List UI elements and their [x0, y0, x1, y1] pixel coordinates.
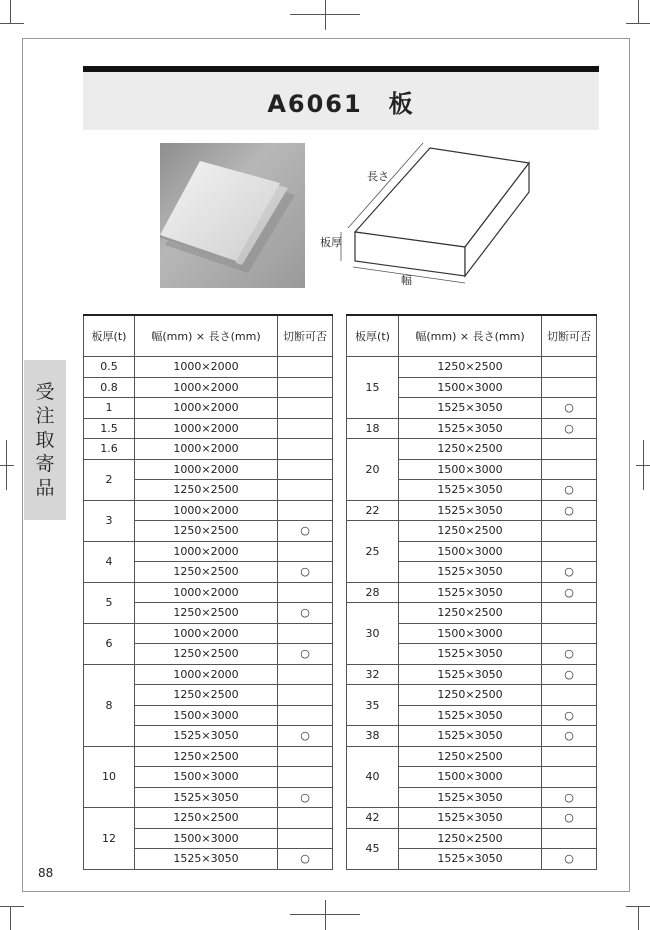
- cut-cell: [278, 439, 333, 460]
- cut-cell: [278, 746, 333, 767]
- cut-cell: ○: [542, 562, 597, 583]
- size-cell: 1250×2500: [399, 521, 542, 542]
- header-cut: 切断可否: [278, 315, 333, 357]
- table-row: [347, 582, 597, 603]
- table-row: [84, 398, 333, 419]
- thickness-cell: 3: [84, 500, 135, 541]
- cut-cell: [278, 418, 333, 439]
- cut-cell: [542, 603, 597, 624]
- size-cell: 1250×2500: [399, 746, 542, 767]
- cut-cell: ○: [542, 664, 597, 685]
- table-row: [347, 521, 597, 542]
- cut-cell: [278, 541, 333, 562]
- cut-cell: ○: [542, 787, 597, 808]
- cut-cell: [542, 439, 597, 460]
- cut-cell: [278, 828, 333, 849]
- cut-cell: [278, 808, 333, 829]
- crop-mark: [10, 906, 11, 930]
- thickness-cell: 4: [84, 541, 135, 582]
- size-cell: 1000×2000: [135, 664, 278, 685]
- cut-cell: ○: [542, 500, 597, 521]
- size-cell: 1000×2000: [135, 500, 278, 521]
- table-row: [347, 357, 597, 378]
- thickness-cell: 0.5: [84, 357, 135, 378]
- cut-cell: [278, 480, 333, 501]
- cut-cell: [542, 828, 597, 849]
- thickness-cell: 15: [347, 357, 399, 419]
- thickness-cell: 40: [347, 746, 399, 808]
- cut-cell: ○: [542, 398, 597, 419]
- cut-cell: [278, 582, 333, 603]
- size-cell: 1500×3000: [399, 377, 542, 398]
- size-cell: 1500×3000: [399, 459, 542, 480]
- table-row: [84, 582, 333, 603]
- cut-cell: ○: [278, 787, 333, 808]
- spec-table-right: [346, 314, 597, 870]
- aluminum-plate-image: [160, 143, 305, 288]
- thickness-cell: 1.5: [84, 418, 135, 439]
- cut-cell: [542, 685, 597, 706]
- size-cell: 1250×2500: [135, 746, 278, 767]
- crop-mark: [626, 906, 650, 907]
- crop-mark: [638, 0, 639, 24]
- cut-cell: [278, 664, 333, 685]
- thickness-cell: 30: [347, 603, 399, 665]
- table-row: [84, 500, 333, 521]
- thickness-cell: 22: [347, 500, 399, 521]
- table-row: [84, 746, 333, 767]
- thickness-cell: 25: [347, 521, 399, 583]
- cut-cell: ○: [542, 582, 597, 603]
- size-cell: 1000×2000: [135, 439, 278, 460]
- size-cell: 1000×2000: [135, 418, 278, 439]
- size-cell: 1250×2500: [135, 603, 278, 624]
- crop-mark: [0, 23, 24, 24]
- size-cell: 1250×2500: [399, 828, 542, 849]
- cut-cell: [542, 767, 597, 788]
- table-row: [347, 746, 597, 767]
- table-header-row: [84, 315, 333, 357]
- size-cell: 1500×3000: [399, 541, 542, 562]
- crop-mark: [6, 440, 7, 490]
- table-row: [347, 418, 597, 439]
- thickness-cell: 35: [347, 685, 399, 726]
- table-row: [347, 685, 597, 706]
- crop-mark: [0, 465, 14, 466]
- crop-mark: [325, 900, 326, 930]
- size-cell: 1500×3000: [135, 828, 278, 849]
- cut-cell: ○: [278, 521, 333, 542]
- page-number: 88: [38, 866, 54, 880]
- thickness-cell: 2: [84, 459, 135, 500]
- table-row: [84, 664, 333, 685]
- crop-mark: [626, 23, 650, 24]
- thickness-cell: 28: [347, 582, 399, 603]
- cut-cell: ○: [278, 644, 333, 665]
- size-cell: 1250×2500: [135, 644, 278, 665]
- cut-cell: ○: [542, 418, 597, 439]
- size-cell: 1525×3050: [399, 644, 542, 665]
- size-cell: 1500×3000: [135, 767, 278, 788]
- size-cell: 1525×3050: [399, 418, 542, 439]
- table-row: [84, 418, 333, 439]
- size-cell: 1000×2000: [135, 377, 278, 398]
- cut-cell: [278, 767, 333, 788]
- cut-cell: [278, 623, 333, 644]
- thickness-cell: 1: [84, 398, 135, 419]
- diagram-length-label: 長さ: [367, 170, 389, 183]
- header-size: 幅(mm) × 長さ(mm): [399, 315, 542, 357]
- crop-mark: [0, 906, 24, 907]
- product-photo: [160, 143, 305, 288]
- table-row: [347, 500, 597, 521]
- side-tab: [24, 360, 66, 520]
- size-cell: 1525×3050: [399, 726, 542, 747]
- size-cell: 1525×3050: [135, 726, 278, 747]
- thickness-cell: 6: [84, 623, 135, 664]
- table-header-row: [347, 315, 597, 357]
- size-cell: 1000×2000: [135, 459, 278, 480]
- size-cell: 1500×3000: [135, 705, 278, 726]
- thickness-cell: 0.8: [84, 377, 135, 398]
- size-cell: 1250×2500: [135, 480, 278, 501]
- table-row: [84, 439, 333, 460]
- side-tab-char: 注: [35, 405, 55, 427]
- size-cell: 1500×3000: [399, 623, 542, 644]
- thickness-cell: 32: [347, 664, 399, 685]
- cut-cell: ○: [542, 849, 597, 870]
- thickness-cell: 45: [347, 828, 399, 869]
- size-cell: 1525×3050: [399, 808, 542, 829]
- crop-mark: [290, 14, 360, 15]
- cut-cell: [278, 685, 333, 706]
- size-cell: 1250×2500: [399, 603, 542, 624]
- cut-cell: [542, 377, 597, 398]
- side-tab-char: 品: [35, 477, 55, 499]
- thickness-cell: 8: [84, 664, 135, 746]
- table-row: [347, 603, 597, 624]
- size-cell: 1525×3050: [399, 849, 542, 870]
- cut-cell: [542, 746, 597, 767]
- crop-mark: [325, 0, 326, 30]
- size-cell: 1250×2500: [135, 562, 278, 583]
- cut-cell: [278, 398, 333, 419]
- cut-cell: ○: [542, 705, 597, 726]
- header-thickness: 板厚(t): [347, 315, 399, 357]
- table-row: [84, 541, 333, 562]
- size-cell: 1525×3050: [135, 787, 278, 808]
- header-size: 幅(mm) × 長さ(mm): [135, 315, 278, 357]
- cut-cell: ○: [542, 480, 597, 501]
- size-cell: 1525×3050: [399, 398, 542, 419]
- size-cell: 1000×2000: [135, 582, 278, 603]
- thickness-cell: 38: [347, 726, 399, 747]
- side-tab-char: 受: [35, 381, 55, 403]
- diagram-width-label: 幅: [401, 274, 412, 287]
- crop-mark: [638, 906, 639, 930]
- cut-cell: [542, 521, 597, 542]
- size-cell: 1525×3050: [399, 705, 542, 726]
- size-cell: 1250×2500: [135, 685, 278, 706]
- cut-cell: ○: [542, 644, 597, 665]
- size-cell: 1000×2000: [135, 623, 278, 644]
- cut-cell: ○: [542, 808, 597, 829]
- size-cell: 1525×3050: [399, 500, 542, 521]
- crop-mark: [290, 914, 360, 915]
- size-cell: 1525×3050: [399, 562, 542, 583]
- size-cell: 1250×2500: [135, 521, 278, 542]
- table-row: [347, 828, 597, 849]
- size-cell: 1525×3050: [399, 787, 542, 808]
- size-cell: 1250×2500: [399, 357, 542, 378]
- table-row: [347, 439, 597, 460]
- cut-cell: [542, 623, 597, 644]
- size-cell: 1525×3050: [399, 664, 542, 685]
- thickness-cell: 20: [347, 439, 399, 501]
- table-row: [347, 664, 597, 685]
- table-row: [84, 623, 333, 644]
- header-cut: 切断可否: [542, 315, 597, 357]
- thickness-cell: 5: [84, 582, 135, 623]
- cut-cell: [278, 377, 333, 398]
- size-cell: 1000×2000: [135, 541, 278, 562]
- table-row: [347, 808, 597, 829]
- table-row: [84, 357, 333, 378]
- thickness-cell: 1.6: [84, 439, 135, 460]
- table-row: [84, 808, 333, 829]
- spec-table-left: [83, 314, 333, 870]
- cut-cell: ○: [278, 603, 333, 624]
- size-cell: 1250×2500: [399, 685, 542, 706]
- size-cell: 1525×3050: [399, 582, 542, 603]
- crop-mark: [10, 0, 11, 24]
- cut-cell: [278, 500, 333, 521]
- cut-cell: [542, 357, 597, 378]
- side-tab-char: 寄: [35, 453, 55, 475]
- thickness-cell: 18: [347, 418, 399, 439]
- size-cell: 1250×2500: [135, 808, 278, 829]
- table-row: [347, 726, 597, 747]
- page-title: A6061 板: [83, 72, 599, 130]
- thickness-cell: 42: [347, 808, 399, 829]
- size-cell: 1500×3000: [399, 767, 542, 788]
- thickness-cell: 12: [84, 808, 135, 870]
- table-row: [84, 377, 333, 398]
- cut-cell: ○: [278, 726, 333, 747]
- crop-mark: [643, 440, 644, 490]
- header-thickness: 板厚(t): [84, 315, 135, 357]
- size-cell: 1000×2000: [135, 398, 278, 419]
- size-cell: 1525×3050: [135, 849, 278, 870]
- table-row: [84, 459, 333, 480]
- plate-dimension-diagram: [315, 138, 545, 293]
- diagram-thickness-label: 板厚: [320, 236, 342, 249]
- cut-cell: [278, 459, 333, 480]
- size-cell: 1250×2500: [399, 439, 542, 460]
- size-cell: 1525×3050: [399, 480, 542, 501]
- cut-cell: [278, 705, 333, 726]
- cut-cell: ○: [278, 849, 333, 870]
- cut-cell: ○: [542, 726, 597, 747]
- size-cell: 1000×2000: [135, 357, 278, 378]
- side-tab-char: 取: [35, 429, 55, 451]
- cut-cell: [542, 459, 597, 480]
- cut-cell: ○: [278, 562, 333, 583]
- cut-cell: [278, 357, 333, 378]
- thickness-cell: 10: [84, 746, 135, 808]
- cut-cell: [542, 541, 597, 562]
